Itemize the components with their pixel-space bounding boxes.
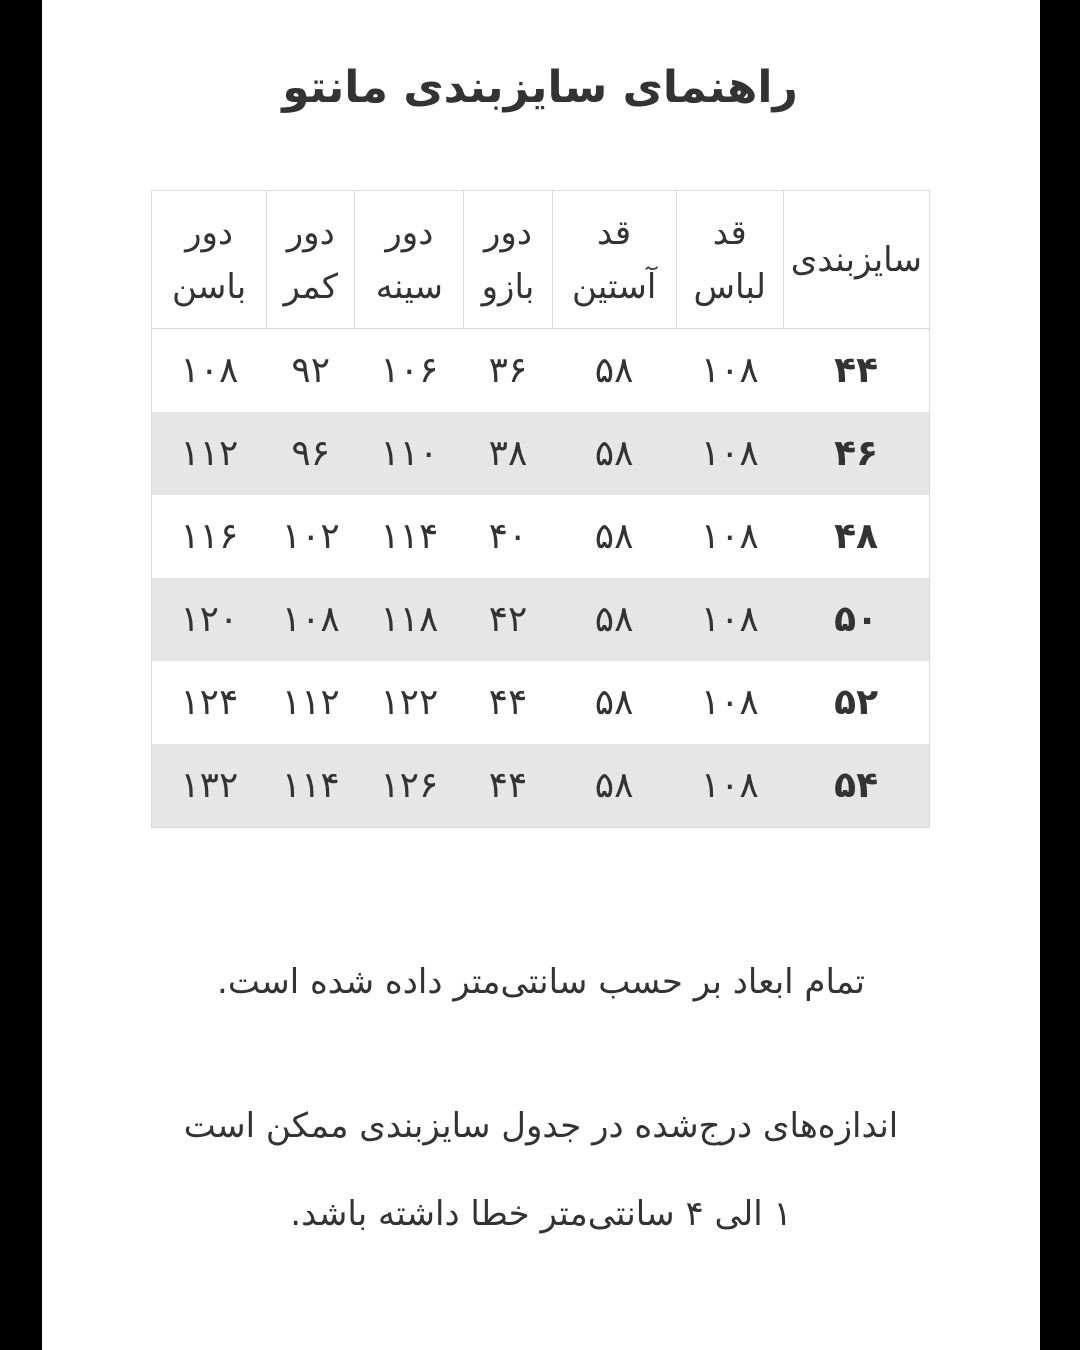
size-cell: ۵۴ (783, 744, 929, 828)
table-cell: ۱۰۸ (676, 495, 783, 578)
table-cell: ۱۲۶ (355, 744, 464, 828)
table-cell: ۴۴ (464, 661, 552, 744)
table-cell: ۱۰۸ (676, 578, 783, 661)
table-cell: ۴۰ (464, 495, 552, 578)
size-table (151, 190, 930, 828)
tolerance-note-line1: اندازه‌های درج‌شده در جدول سایزبندی ممکن است (183, 1106, 899, 1146)
table-cell: ۱۱۴ (355, 495, 464, 578)
table-cell: ۵۸ (552, 578, 676, 661)
table-header-row (152, 191, 930, 329)
table-cell: ۱۱۴ (267, 744, 355, 828)
table-row (152, 661, 930, 744)
table-row (152, 412, 930, 495)
size-cell: ۵۲ (783, 661, 929, 744)
table-cell: ۵۸ (552, 495, 676, 578)
table-cell: ۵۸ (552, 412, 676, 495)
table-cell: ۱۲۰ (152, 578, 267, 661)
page (42, 0, 1040, 1350)
page-title: راهنمای سایزبندی مانتو (282, 62, 798, 113)
table-cell: ۱۰۸ (676, 744, 783, 828)
table-cell: ۱۱۰ (355, 412, 464, 495)
header-arm-circumference: دور بازو (464, 191, 552, 329)
table-row (152, 744, 930, 828)
table-cell: ۵۸ (552, 744, 676, 828)
header-size: سایزبندی (783, 191, 929, 329)
size-cell: ۴۶ (783, 412, 929, 495)
tolerance-note-line2: ۱ الی ۴ سانتی‌متر خطا داشته باشد. (290, 1194, 792, 1234)
table-cell: ۹۲ (267, 329, 355, 413)
size-cell: ۴۴ (783, 329, 929, 413)
table-cell: ۵۸ (552, 661, 676, 744)
table-cell: ۵۸ (552, 329, 676, 413)
table-cell: ۱۰۲ (267, 495, 355, 578)
table-cell: ۱۳۲ (152, 744, 267, 828)
table-row (152, 329, 930, 413)
header-waist-circumference: دور کمر (267, 191, 355, 329)
table-cell: ۹۶ (267, 412, 355, 495)
table-cell: ۱۰۸ (676, 329, 783, 413)
table-cell: ۱۰۸ (676, 661, 783, 744)
table-cell: ۴۲ (464, 578, 552, 661)
table-cell: ۱۰۸ (152, 329, 267, 413)
table-cell: ۱۲۴ (152, 661, 267, 744)
table-cell: ۱۱۸ (355, 578, 464, 661)
table-cell: ۱۰۸ (267, 578, 355, 661)
size-cell: ۴۸ (783, 495, 929, 578)
table-cell: ۱۱۶ (152, 495, 267, 578)
header-hip-circumference: دور باسن (152, 191, 267, 329)
table-row (152, 578, 930, 661)
table-cell: ۱۰۸ (676, 412, 783, 495)
size-cell: ۵۰ (783, 578, 929, 661)
table-cell: ۱۱۲ (152, 412, 267, 495)
table-row (152, 495, 930, 578)
table-cell: ۳۶ (464, 329, 552, 413)
table-cell: ۴۴ (464, 744, 552, 828)
header-chest-circumference: دور سینه (355, 191, 464, 329)
table-cell: ۱۰۶ (355, 329, 464, 413)
header-dress-length: قد لباس (676, 191, 783, 329)
table-cell: ۱۲۲ (355, 661, 464, 744)
table-cell: ۱۱۲ (267, 661, 355, 744)
units-note: تمام ابعاد بر حسب سانتی‌متر داده شده است. (217, 962, 865, 1002)
table-cell: ۳۸ (464, 412, 552, 495)
header-sleeve-length: قد آستین (552, 191, 676, 329)
